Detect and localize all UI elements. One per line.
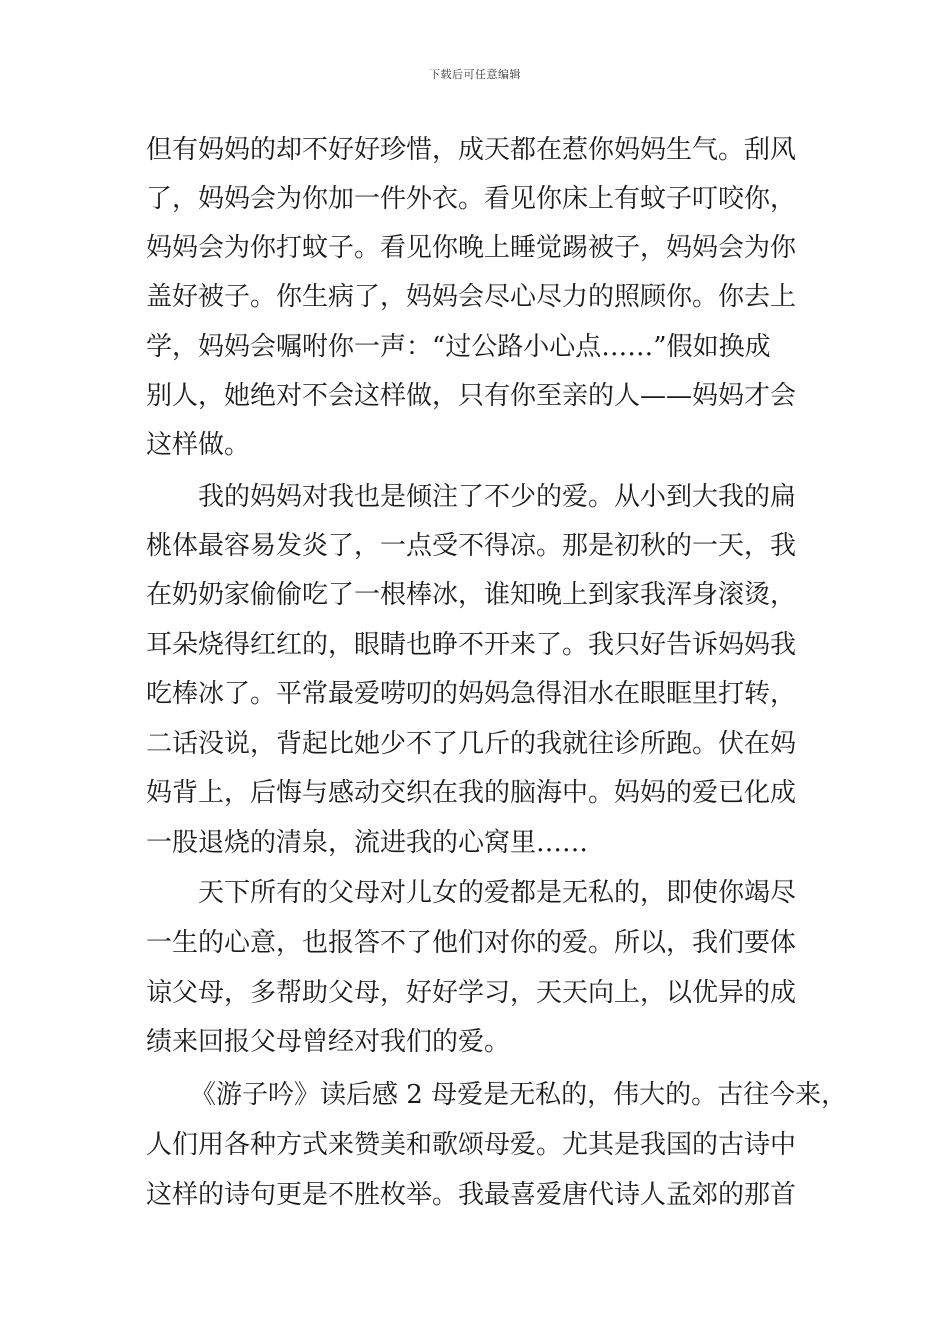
text-line: 绩来回报父母曾经对我们的爱。 xyxy=(146,1027,511,1057)
text-line: 学，妈妈会嘱咐你一声：“过公路小心点……”假如换成 xyxy=(146,332,771,362)
page-header: 下载后可任意编辑 xyxy=(429,68,521,81)
text-line: 人们用各种方式来赞美和歌颂母爱。尤其是我国的古诗中 xyxy=(146,1130,797,1160)
text-line: 一生的心意，也报答不了他们对你的爱。所以，我们要体 xyxy=(146,928,797,958)
paragraph-first-line: 天下所有的父母对儿女的爱都是无私的，即使你竭尽 xyxy=(198,878,797,908)
text-line: 这样的诗句更是不胜枚举。我最喜爱唐代诗人孟郊的那首 xyxy=(146,1180,797,1210)
text-line: 别人，她绝对不会这样做，只有你至亲的人——妈妈才会 xyxy=(146,381,797,411)
text-line: 二话没说，背起比她少不了几斤的我就往诊所跑。伏在妈 xyxy=(146,729,797,759)
text-line: 一股退烧的清泉，流进我的心窝里…… xyxy=(146,828,589,858)
text-line: 但有妈妈的却不好好珍惜，成天都在惹你妈妈生气。刮风 xyxy=(146,135,797,165)
text-line: 这样做。 xyxy=(146,430,251,460)
text-line: 妈背上，后悔与感动交织在我的脑海中。妈妈的爱已化成 xyxy=(146,778,797,808)
text-line: 了，妈妈会为你加一件外衣。看见你床上有蚊子叮咬你， xyxy=(146,184,797,214)
text-line: 吃棒冰了。平常最爱唠叨的妈妈急得泪水在眼眶里打转， xyxy=(146,679,797,709)
paragraph-first-line: 《游子吟》读后感 2 母爱是无私的，伟大的。古往今来， xyxy=(190,1080,848,1110)
text-line: 在奶奶家偷偷吃了一根棒冰，谁知晚上到家我浑身滚烫， xyxy=(146,580,797,610)
paragraph-first-line: 我的妈妈对我也是倾注了不少的爱。从小到大我的扁 xyxy=(198,482,797,512)
text-line: 盖好被子。你生病了，妈妈会尽心尽力的照顾你。你去上 xyxy=(146,282,797,312)
text-line: 谅父母，多帮助父母，好好学习，天天向上，以优异的成 xyxy=(146,978,797,1008)
text-line: 耳朵烧得红红的，眼睛也睁不开来了。我只好告诉妈妈我 xyxy=(146,630,797,660)
text-line: 桃体最容易发炎了，一点受不得凉。那是初秋的一天，我 xyxy=(146,531,797,561)
text-line: 妈妈会为你打蚊子。看见你晚上睡觉踢被子，妈妈会为你 xyxy=(146,233,797,263)
